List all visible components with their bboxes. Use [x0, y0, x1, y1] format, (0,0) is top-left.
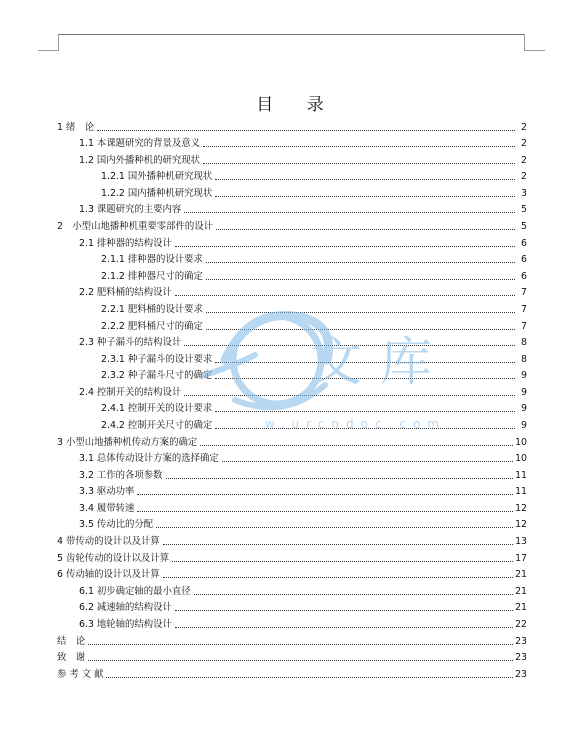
toc-dot-leader	[184, 345, 515, 346]
toc-entry-label: 6.2 减速轴的结构设计	[79, 602, 172, 614]
toc-entry[interactable]	[57, 631, 527, 648]
toc-entry-label: 2.1.1 排种器的设计要求	[101, 254, 203, 266]
watermark-text: 文库	[310, 333, 451, 393]
toc-dot-leader	[215, 411, 515, 412]
toc-dot-leader	[175, 627, 513, 628]
toc-entry[interactable]	[57, 316, 527, 333]
toc-dot-leader	[175, 246, 515, 247]
toc-entry-label: 参 考 文 献	[57, 668, 104, 680]
toc-dot-leader	[215, 378, 515, 379]
toc-entry[interactable]	[57, 482, 527, 499]
toc-entry-label: 2.4.2 控制开关尺寸的确定	[101, 419, 213, 431]
toc-entry-page-number: 9	[521, 419, 527, 431]
toc-entry-page-number: 22	[515, 618, 527, 630]
toc-dot-leader	[222, 461, 513, 462]
toc-entry[interactable]	[57, 515, 527, 532]
toc-entry-label: 2.3.1 种子漏斗的设计要求	[101, 353, 213, 365]
toc-entry-page-number: 12	[515, 502, 527, 514]
toc-entry[interactable]	[57, 465, 527, 482]
toc-entry-label: 1.1 本课题研究的背景及意义	[79, 138, 201, 150]
toc-entry[interactable]	[57, 233, 527, 250]
toc-entry-label: 1 绪 论	[57, 121, 95, 133]
toc-entry-label: 5 齿轮传动的设计以及计算	[57, 552, 170, 564]
toc-entry-page-number: 17	[515, 552, 527, 564]
toc-entry[interactable]	[57, 382, 527, 399]
toc-entry-label: 1.3 课题研究的主要内容	[79, 204, 182, 216]
toc-entry-page-number: 9	[521, 370, 527, 382]
toc-entry-page-number: 21	[515, 585, 527, 597]
toc-entry-page-number: 6	[521, 254, 527, 266]
toc-dot-leader	[175, 610, 513, 611]
toc-entry-page-number: 13	[515, 536, 527, 548]
toc-dot-leader	[97, 130, 515, 131]
toc-entry-label: 2.3 种子漏斗的结构设计	[79, 337, 182, 349]
table-of-contents	[57, 117, 527, 681]
toc-entry[interactable]	[57, 399, 527, 416]
toc-entry-label: 2.4 控制开关的结构设计	[79, 386, 182, 398]
toc-entry-label: 2.2.1 肥料桶的设计要求	[101, 303, 203, 315]
toc-entry[interactable]	[57, 498, 527, 515]
toc-dot-leader	[184, 395, 515, 396]
page-corner-mark-top-right	[524, 34, 545, 51]
toc-dot-leader	[137, 511, 513, 512]
toc-entry-page-number: 9	[521, 403, 527, 415]
toc-entry[interactable]	[57, 664, 527, 681]
toc-entry-label: 2.2.2 肥料桶尺寸的确定	[101, 320, 203, 332]
toc-entry-page-number: 5	[521, 221, 527, 233]
toc-dot-leader	[215, 179, 515, 180]
toc-dot-leader	[215, 428, 515, 429]
toc-entry[interactable]	[57, 250, 527, 267]
toc-entry-page-number: 21	[515, 569, 527, 581]
toc-entry[interactable]	[57, 333, 527, 350]
toc-entry-page-number: 8	[521, 353, 527, 365]
toc-entry-page-number: 7	[521, 320, 527, 332]
toc-entry-page-number: 12	[515, 519, 527, 531]
toc-entry[interactable]	[57, 432, 527, 449]
toc-entry-label: 2.2 肥料桶的结构设计	[79, 287, 172, 299]
toc-dot-leader	[206, 279, 515, 280]
toc-entry[interactable]	[57, 581, 527, 598]
toc-entry-label: 2.1.2 排种器尺寸的确定	[101, 270, 203, 282]
toc-entry-page-number: 3	[521, 187, 527, 199]
toc-entry-label: 6 传动轴的设计以及计算	[57, 569, 160, 581]
toc-entry-label: 3.4 履带转速	[79, 502, 135, 514]
toc-dot-leader	[137, 494, 513, 495]
toc-entry-label: 3.5 传动比的分配	[79, 519, 154, 531]
toc-dot-leader	[175, 295, 515, 296]
watermark-subtext: w.urcndoc.com	[265, 417, 447, 431]
toc-entry-page-number: 23	[515, 635, 527, 647]
toc-entry-label: 4 带传动的设计以及计算	[57, 536, 160, 548]
toc-entry[interactable]	[57, 449, 527, 466]
toc-entry-label: 致 谢	[57, 652, 86, 664]
toc-dot-leader	[200, 445, 513, 446]
toc-entry-page-number: 2	[521, 171, 527, 183]
toc-entry[interactable]	[57, 183, 527, 200]
header-rule	[58, 34, 524, 35]
toc-entry-page-number: 7	[521, 287, 527, 299]
toc-dot-leader	[156, 527, 513, 528]
toc-entry-page-number: 9	[521, 386, 527, 398]
toc-entry[interactable]	[57, 349, 527, 366]
toc-dot-leader	[203, 146, 515, 147]
toc-entry[interactable]	[57, 167, 527, 184]
toc-dot-leader	[184, 212, 515, 213]
toc-dot-leader	[163, 577, 513, 578]
toc-entry-page-number: 10	[515, 436, 527, 448]
toc-dot-leader	[206, 262, 515, 263]
toc-dot-leader	[88, 660, 513, 661]
toc-entry-label: 6.3 地轮轴的结构设计	[79, 618, 172, 630]
toc-dot-leader	[106, 677, 513, 678]
toc-entry-page-number: 21	[515, 602, 527, 614]
toc-entry[interactable]	[57, 150, 527, 167]
toc-entry-label: 2.4.1 控制开关的设计要求	[101, 403, 213, 415]
toc-entry-page-number: 7	[521, 303, 527, 315]
toc-entry-page-number: 2	[521, 138, 527, 150]
toc-entry-label: 3.2 工作的各项参数	[79, 469, 163, 481]
toc-entry[interactable]	[57, 283, 527, 300]
toc-entry-label: 3 小型山地播种机传动方案的确定	[57, 436, 198, 448]
toc-entry-label: 3.3 驱动功率	[79, 486, 135, 498]
toc-entry-page-number: 23	[515, 652, 527, 664]
toc-entry[interactable]	[57, 548, 527, 565]
page-corner-mark-top-left	[38, 34, 59, 51]
toc-dot-leader	[206, 312, 515, 313]
toc-entry[interactable]	[57, 299, 527, 316]
toc-entry-label: 6.1 初步确定轴的最小直径	[79, 585, 191, 597]
toc-dot-leader	[163, 544, 513, 545]
toc-entry-page-number: 2	[521, 121, 527, 133]
toc-entry-page-number: 8	[521, 337, 527, 349]
toc-dot-leader	[166, 478, 514, 479]
toc-dot-leader	[194, 594, 513, 595]
toc-entry[interactable]	[57, 134, 527, 151]
toc-entry[interactable]	[57, 531, 527, 548]
toc-dot-leader	[206, 329, 515, 330]
toc-entry[interactable]	[57, 266, 527, 283]
toc-entry[interactable]	[57, 614, 527, 631]
toc-dot-leader	[215, 196, 515, 197]
toc-entry[interactable]	[57, 565, 527, 582]
toc-dot-leader	[203, 163, 515, 164]
toc-entry[interactable]	[57, 366, 527, 383]
toc-entry-page-number: 2	[521, 154, 527, 166]
toc-entry[interactable]	[57, 648, 527, 665]
toc-entry-label: 结 论	[57, 635, 86, 647]
toc-entry[interactable]	[57, 216, 527, 233]
toc-entry-page-number: 6	[521, 270, 527, 282]
toc-entry-page-number: 6	[521, 237, 527, 249]
toc-dot-leader	[215, 362, 515, 363]
toc-title: 目 录	[256, 95, 338, 115]
toc-entry-label: 2 小型山地播种机重要零部件的设计	[57, 221, 213, 233]
toc-dot-leader	[216, 229, 515, 230]
toc-dot-leader	[88, 644, 513, 645]
toc-entry-page-number: 23	[515, 668, 527, 680]
toc-entry-label: 2.3.2 种子漏斗尺寸的确定	[101, 370, 213, 382]
toc-entry-page-number: 11	[515, 486, 527, 498]
toc-entry-label: 1.2 国内外播种机的研究现状	[79, 154, 201, 166]
toc-entry-label: 2.1 排种器的结构设计	[79, 237, 172, 249]
toc-entry-label: 3.1 总体传动设计方案的选择确定	[79, 453, 219, 465]
toc-entry-page-number: 5	[521, 204, 527, 216]
toc-entry[interactable]	[57, 415, 527, 432]
toc-dot-leader	[172, 561, 513, 562]
toc-entry-label: 1.2.1 国外播种机研究现状	[101, 171, 213, 183]
toc-entry-label: 1.2.2 国内播种机研究现状	[101, 187, 213, 199]
toc-entry[interactable]	[57, 598, 527, 615]
toc-entry-page-number: 11	[515, 469, 527, 481]
toc-entry-page-number: 10	[515, 453, 527, 465]
toc-entry[interactable]	[57, 117, 527, 134]
toc-entry[interactable]	[57, 200, 527, 217]
